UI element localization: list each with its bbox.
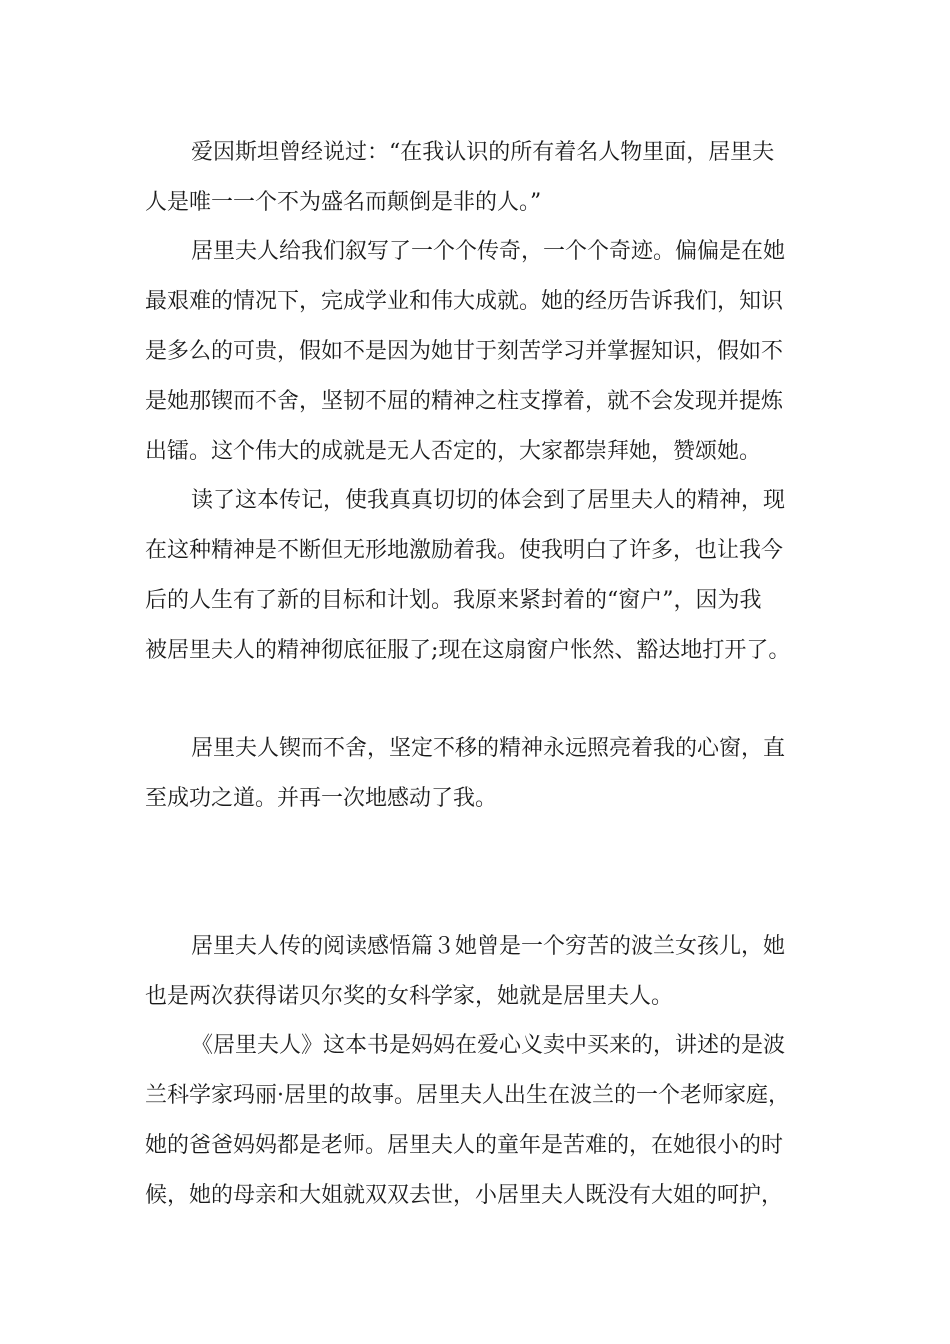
- text-line: 爱因斯坦曾经说过：“在我认识的所有着名人物里面，居里夫: [191, 140, 775, 165]
- text-line: 候，她的母亲和大姐就双双去世，小居里夫人既没有大姐的呵护，: [145, 1183, 784, 1208]
- paragraph-conclusion: [145, 724, 810, 824]
- text-line: 后的人生有了新的目标和计划。我原来紧封着的“窗户”，因为我: [145, 588, 762, 613]
- text-line: 《居里夫人》这本书是妈妈在爱心义卖中买来的，讲述的是波: [191, 1033, 786, 1058]
- text-line: 在这种精神是不断但无形地激励着我。使我明白了许多，也让我今: [145, 538, 784, 563]
- text-line: 也是两次获得诺贝尔奖的女科学家，她就是居里夫人。: [145, 984, 674, 1009]
- text-line: 兰科学家玛丽·居里的故事。居里夫人出生在波兰的一个老师家庭，: [145, 1083, 790, 1108]
- paragraph-einstein-quote: [145, 128, 810, 228]
- text-line: 居里夫人锲而不舍，坚定不移的精神永远照亮着我的心窗，直: [191, 736, 786, 761]
- paragraph-essay-3-intro: [145, 922, 810, 1022]
- text-line: 是多么的可贵，假如不是因为她甘于刻苦学习并掌握知识，假如不: [145, 339, 784, 364]
- paragraph-reflection: [145, 476, 810, 676]
- paragraph-legend: [145, 227, 810, 477]
- text-line: 居里夫人传的阅读感悟篇３她曾是一个穷苦的波兰女孩儿，她: [191, 934, 786, 959]
- text-line: 出镭。这个伟大的成就是无人否定的，大家都崇拜她，赞颂她。: [145, 439, 762, 464]
- text-line: 被居里夫人的精神彻底征服了;现在这扇窗户怅然、豁达地打开了。: [145, 638, 791, 663]
- text-line: 读了这本传记，使我真真切切的体会到了居里夫人的精神，现: [191, 488, 786, 513]
- text-line: 最艰难的情况下，完成学业和伟大成就。她的经历告诉我们，知识: [145, 289, 784, 314]
- text-line: 是她那锲而不舍，坚韧不屈的精神之柱支撑着，就不会发现并提炼: [145, 389, 784, 414]
- text-line: 居里夫人给我们叙写了一个个传奇，一个个奇迹。偏偏是在她: [191, 239, 786, 264]
- text-line: 她的爸爸妈妈都是老师。居里夫人的童年是苦难的，在她很小的时: [145, 1133, 784, 1158]
- paragraph-book-story: [145, 1021, 810, 1221]
- text-line: 至成功之道。并再一次地感动了我。: [145, 786, 498, 811]
- text-line: 人是唯一一个不为盛名而颠倒是非的人。”: [145, 190, 542, 215]
